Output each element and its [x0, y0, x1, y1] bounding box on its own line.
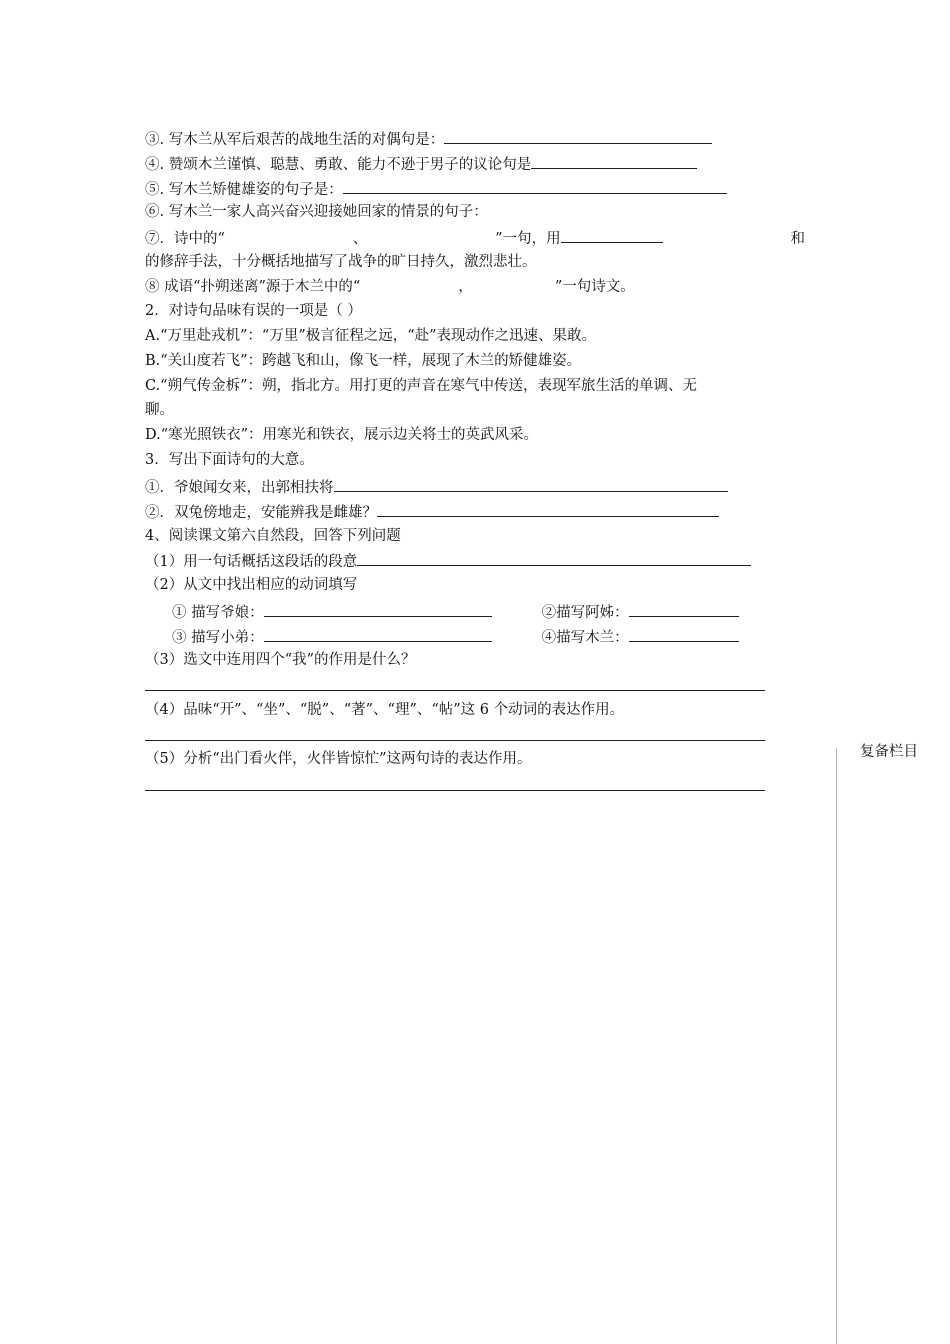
q4-sub4-answer-line[interactable]	[145, 740, 765, 741]
q4-sub5	[145, 747, 532, 771]
q4-sub2-d-text: ④描写木兰：	[541, 630, 629, 646]
q4-sub1	[145, 548, 751, 572]
q3-item1-blank[interactable]	[334, 474, 728, 492]
q4-sub1-blank[interactable]	[357, 548, 751, 566]
q3-item1-text: ①．爷娘闻女来，出郭相扶将	[145, 480, 334, 496]
q1-item7-part-c-wrap	[495, 225, 662, 251]
q4-sub2-row2	[172, 624, 739, 648]
q2-option-d[interactable]	[145, 423, 538, 447]
sidebar-divider	[836, 748, 837, 1344]
q4-sub2	[145, 573, 357, 597]
q4-sub2-a-blank[interactable]	[264, 599, 492, 617]
q1-item4-blank[interactable]	[531, 151, 697, 169]
q1-item5-text: ⑤. 写木兰矫健雄姿的句子是：	[145, 182, 343, 198]
q1-item4-text: ④. 赞颂木兰谨慎、聪慧、勇敢、能力不逊于男子的议论句是	[145, 157, 532, 173]
q4-sub5-text: （5）分析“出门看火伴，火伴皆惊忙”这两句诗的表达作用。	[145, 751, 532, 767]
q1-item4	[145, 151, 697, 175]
q3-item2-text: ②．双兔傍地走，安能辨我是雌雄？	[145, 505, 377, 521]
q1-item5-blank[interactable]	[343, 176, 727, 194]
q1-item7-continuation	[145, 250, 537, 274]
q2-option-c[interactable]	[145, 374, 697, 398]
q2-option-a[interactable]	[145, 324, 596, 348]
q4-sub4	[145, 698, 624, 722]
q1-item3-text: ③. 写木兰从军后艰苦的战地生活的对偶句是：	[145, 132, 445, 148]
q4-sub2-d-blank[interactable]	[629, 624, 739, 642]
q3-stem-text: 3．写出下面诗句的大意。	[145, 452, 314, 468]
q2-option-b[interactable]	[145, 349, 581, 373]
q4-sub3-answer-line[interactable]	[145, 690, 765, 691]
q4-sub2-a-text: ① 描写爷娘：	[172, 605, 264, 621]
q4-sub2-text: （2）从文中找出相应的动词填写	[145, 577, 358, 593]
q1-item3-blank[interactable]	[444, 126, 712, 144]
q1-item7-blank[interactable]	[561, 225, 663, 243]
q1-item7-part-d: 和	[790, 231, 805, 247]
q1-item3	[145, 126, 712, 150]
q4-sub4-text: （4）品味“开”、“坐”、“脱”、“著”、“理”、“帖”这 6 个动词的表达作用。	[145, 702, 625, 718]
q4-sub2-row1	[172, 599, 739, 623]
q4-sub3	[145, 648, 416, 672]
q2-option-c-text: C.“朔气传金柝”：朔，指北方。用打更的声音在寒气中传送，表现军旅生活的单调、无	[145, 378, 698, 394]
q1-item8-part-c: ”一句诗文。	[554, 279, 635, 295]
q2-option-d-text: D.“寒光照铁衣”：用寒光和铁衣，展示边关将士的英武风采。	[145, 427, 539, 443]
q1-item5	[145, 176, 727, 200]
q2-stem	[145, 299, 362, 323]
q2-option-c-continuation	[145, 398, 174, 422]
q4-stem	[145, 524, 401, 548]
q4-sub2-c-blank[interactable]	[264, 624, 492, 642]
q2-option-a-text: A.“万里赴戎机”：“万里”极言征程之远，“赴”表现动作之迅速、果敢。	[145, 328, 597, 344]
q4-stem-text: 4、阅读课文第六自然段，回答下列问题	[145, 528, 401, 544]
q1-item8-part-a: ⑧ 成语“扑朔迷离”源于木兰中的“	[145, 279, 361, 295]
q1-item7-cont-text: 的修辞手法，十分概括地描写了战争的旷日持久，激烈悲壮。	[145, 254, 537, 270]
q2-option-b-text: B.“关山度若飞”：跨越飞和山，像飞一样，展现了木兰的矫健雄姿。	[145, 353, 582, 369]
q3-stem	[145, 448, 314, 472]
q1-item7-part-a: ⑦．诗中的“	[145, 231, 225, 247]
q4-sub2-b-blank[interactable]	[629, 599, 739, 617]
q4-sub3-text: （3）选文中连用四个“我”的作用是什么？	[145, 652, 416, 668]
q1-item7-part-c: ”一句，用	[495, 231, 561, 247]
q3-item2	[145, 499, 719, 523]
q2-stem-text: 2．对诗句品味有误的一项是（ ）	[145, 303, 362, 319]
q4-sub5-answer-line[interactable]	[145, 790, 765, 791]
q1-item6-text: ⑥. 写木兰一家人高兴奋兴迎接她回家的情景的句子：	[145, 204, 488, 220]
q4-sub2-c-text: ③ 描写小弟：	[172, 630, 264, 646]
q3-item1	[145, 474, 728, 498]
q4-sub2-b-text: ②描写阿姊：	[541, 605, 629, 621]
q1-item8-part-b: ，	[458, 279, 473, 295]
q3-item2-blank[interactable]	[377, 499, 719, 517]
q1-item7-part-b: 、	[352, 231, 368, 247]
q1-item6	[145, 200, 488, 224]
q1-item7	[145, 225, 805, 249]
q4-sub1-text: （1）用一句话概括这段话的段意	[145, 554, 358, 570]
q2-option-c-cont-text: 聊。	[145, 402, 174, 418]
sidebar-label: 复备栏目	[860, 744, 918, 760]
q1-item8	[145, 275, 635, 299]
